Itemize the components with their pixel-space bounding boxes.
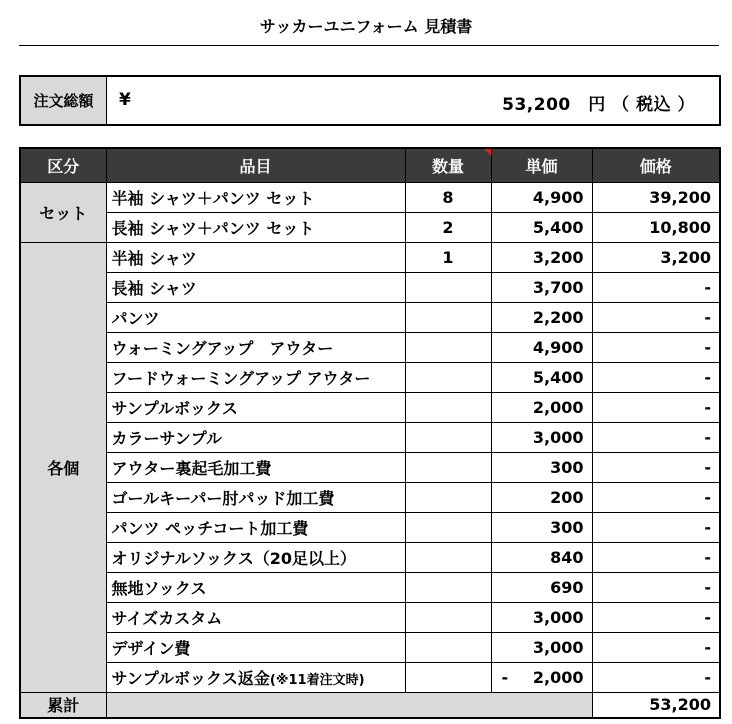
- item-unit-price: 3,000: [491, 632, 592, 662]
- item-price: 3,200: [592, 242, 720, 272]
- item-price: -: [592, 272, 720, 302]
- item-unit-price: 3,200: [491, 242, 592, 272]
- item-qty: [405, 662, 491, 692]
- item-name: デザイン費: [106, 632, 405, 662]
- item-unit-price: 2,200: [491, 302, 592, 332]
- table-row: [20, 452, 720, 482]
- item-unit-price: 4,900: [491, 182, 592, 212]
- item-unit-price: 3,000: [491, 602, 592, 632]
- item-unit-price: 840: [491, 542, 592, 572]
- item-price: -: [592, 422, 720, 452]
- item-unit-price: [491, 662, 592, 692]
- item-qty: [405, 362, 491, 392]
- item-price: -: [592, 542, 720, 572]
- sum-label: 累計: [20, 692, 106, 718]
- item-qty: 2: [405, 212, 491, 242]
- item-name: 半袖 シャツ: [106, 242, 405, 272]
- table-header-row: [20, 148, 720, 182]
- item-unit-price: 5,400: [491, 362, 592, 392]
- item-qty: [405, 512, 491, 542]
- item-qty: [405, 452, 491, 482]
- item-unit-price: 2,000: [491, 392, 592, 422]
- header-unit-price: 単価: [491, 148, 592, 182]
- item-name: サイズカスタム: [106, 602, 405, 632]
- table-row: [20, 302, 720, 332]
- table-row: [20, 392, 720, 422]
- table-row: [20, 602, 720, 632]
- item-name: オリジナルソックス（20足以上）: [106, 542, 405, 572]
- table-row: [20, 272, 720, 302]
- item-name: フードウォーミングアップ アウター: [106, 362, 405, 392]
- item-qty: [405, 632, 491, 662]
- estimate-table: [19, 147, 721, 719]
- item-name: 長袖 シャツ: [106, 272, 405, 302]
- item-name: サンプルボックス: [106, 392, 405, 422]
- table-row: [20, 212, 720, 242]
- item-price: -: [592, 452, 720, 482]
- item-price: -: [592, 362, 720, 392]
- item-unit-price: 300: [491, 452, 592, 482]
- item-price: -: [592, 512, 720, 542]
- item-name: [106, 662, 405, 692]
- item-name: ゴールキーパー肘パッド加工費: [106, 482, 405, 512]
- item-unit-price: 300: [491, 512, 592, 542]
- table-row: [20, 422, 720, 452]
- order-total-amount: 53,200 円 （ 税込 ）: [502, 95, 695, 115]
- header-category: 区分: [20, 148, 106, 182]
- item-name: カラーサンプル: [106, 422, 405, 452]
- item-qty: [405, 422, 491, 452]
- item-price: -: [592, 482, 720, 512]
- header-quantity: 数量: [405, 148, 491, 182]
- sum-spacer: [106, 692, 592, 718]
- negative-sign: -: [501, 667, 509, 687]
- item-name: 無地ソックス: [106, 572, 405, 602]
- yen-symbol: ¥: [119, 90, 131, 110]
- item-name: 半袖 シャツ＋パンツ セット: [106, 182, 405, 212]
- item-qty: [405, 272, 491, 302]
- group-label-set: セット: [20, 182, 106, 242]
- item-qty: [405, 332, 491, 362]
- table-row: [20, 542, 720, 572]
- header-price: 価格: [592, 148, 720, 182]
- comment-indicator-icon: [484, 149, 491, 156]
- order-total-value: [107, 77, 719, 124]
- item-unit-price: 690: [491, 572, 592, 602]
- table-row: [20, 632, 720, 662]
- item-price: -: [592, 332, 720, 362]
- item-qty: [405, 542, 491, 572]
- item-qty: [405, 302, 491, 332]
- item-price: -: [592, 602, 720, 632]
- item-unit-price: 3,700: [491, 272, 592, 302]
- item-qty: [405, 482, 491, 512]
- order-total-box: [19, 75, 721, 126]
- table-row: [20, 482, 720, 512]
- header-item: 品目: [106, 148, 405, 182]
- item-name: ウォーミングアップ アウター: [106, 332, 405, 362]
- item-name-note: (※11着注文時): [269, 672, 365, 688]
- item-qty: [405, 602, 491, 632]
- item-unit-price: 4,900: [491, 332, 592, 362]
- item-price: -: [592, 302, 720, 332]
- item-qty: [405, 392, 491, 422]
- item-name: パンツ ペッチコート加工費: [106, 512, 405, 542]
- table-row: [20, 242, 720, 272]
- item-qty: [405, 572, 491, 602]
- item-price: 10,800: [592, 212, 720, 242]
- item-name: 長袖 シャツ＋パンツ セット: [106, 212, 405, 242]
- table-row: [20, 362, 720, 392]
- item-price: -: [592, 662, 720, 692]
- item-qty: 1: [405, 242, 491, 272]
- group-label-individual: 各個: [20, 242, 106, 692]
- item-price: -: [592, 572, 720, 602]
- table-row: [20, 182, 720, 212]
- item-price: -: [592, 392, 720, 422]
- item-unit-price: 3,000: [491, 422, 592, 452]
- item-unit-price: 5,400: [491, 212, 592, 242]
- title-underline: [19, 45, 719, 46]
- item-unit-price: 200: [491, 482, 592, 512]
- table-row: [20, 662, 720, 692]
- table-row: [20, 332, 720, 362]
- item-price: 39,200: [592, 182, 720, 212]
- item-name-text: サンプルボックス返金: [111, 668, 270, 688]
- item-name: パンツ: [106, 302, 405, 332]
- table-row: [20, 512, 720, 542]
- item-name: アウター裏起毛加工費: [106, 452, 405, 482]
- item-unit-price-value: 2,000: [532, 667, 584, 687]
- item-qty: 8: [405, 182, 491, 212]
- table-row: [20, 572, 720, 602]
- document-title: サッカーユニフォーム 見積書: [259, 17, 473, 36]
- item-price: -: [592, 632, 720, 662]
- sum-total: 53,200: [592, 692, 720, 718]
- order-total-label: 注文総額: [21, 77, 107, 124]
- sum-row: [20, 692, 720, 718]
